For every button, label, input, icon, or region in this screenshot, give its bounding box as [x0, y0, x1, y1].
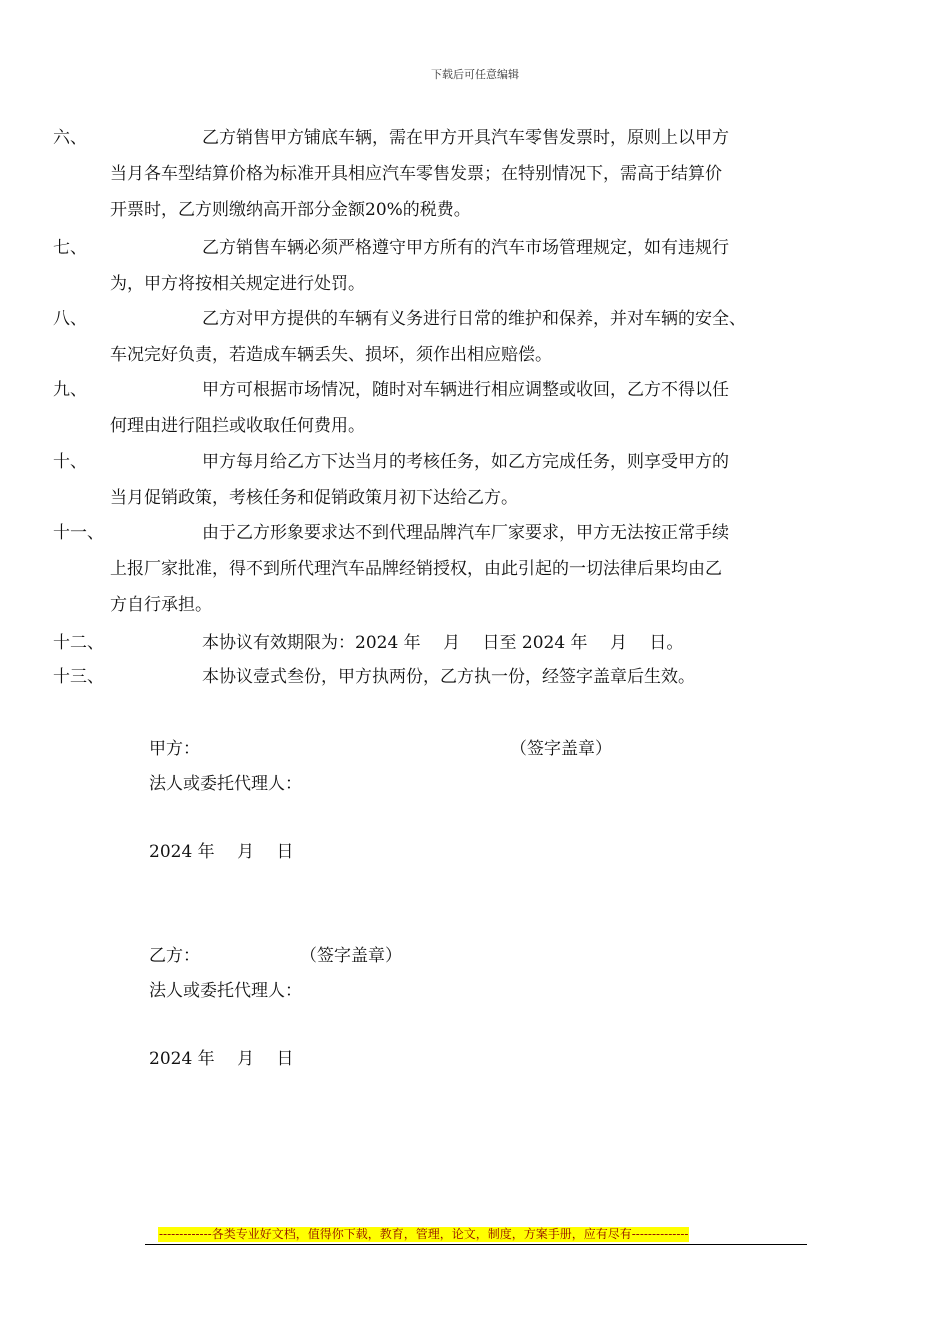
clause-number: 十一、 — [53, 523, 104, 543]
clause-number: 八、 — [53, 309, 87, 329]
footer-rule — [145, 1244, 807, 1245]
clause-line: 乙方销售车辆必须严格遵守甲方所有的汽车市场管理规定，如有违规行 — [202, 238, 729, 258]
party-a-representative: 法人或委托代理人： — [149, 774, 302, 794]
clause-number: 九、 — [53, 380, 87, 400]
clause-line: 甲方每月给乙方下达当月的考核任务，如乙方完成任务，则享受甲方的 — [202, 452, 729, 472]
party-a-label: 甲方： — [149, 739, 200, 759]
clause-line: 甲方可根据市场情况，随时对车辆进行相应调整或收回，乙方不得以任 — [202, 380, 729, 400]
party-b-stamp: （签字盖章） — [300, 946, 402, 966]
clause-line: 当月各车型结算价格为标准开具相应汽车零售发票；在特别情况下，需高于结算价 — [110, 164, 722, 184]
clause-line: 本协议有效期限为：2024 年 月 日至 2024 年 月 日。 — [202, 633, 684, 653]
party-b-label: 乙方： — [149, 946, 200, 966]
party-b-representative: 法人或委托代理人： — [149, 981, 302, 1001]
footer-banner: -------------各类专业好文档，值得你下载，教育，管理，论文，制度，方案手册，应有尽有-------------- — [159, 1227, 689, 1241]
clause-line: 乙方销售甲方铺底车辆，需在甲方开具汽车零售发票时，原则上以甲方 — [202, 128, 729, 148]
page-header: 下载后可任意编辑 — [431, 68, 519, 81]
clause-line: 车况完好负责，若造成车辆丢失、损坏，须作出相应赔偿。 — [110, 345, 552, 365]
clause-number: 十二、 — [53, 633, 104, 653]
clause-number: 七、 — [53, 238, 87, 258]
clause-number: 十、 — [53, 452, 87, 472]
clause-line: 当月促销政策，考核任务和促销政策月初下达给乙方。 — [110, 488, 518, 508]
clause-line: 由于乙方形象要求达不到代理品牌汽车厂家要求，甲方无法按正常手续 — [202, 523, 729, 543]
clause-line: 方自行承担。 — [110, 595, 212, 615]
clause-line: 何理由进行阻拦或收取任何费用。 — [110, 416, 365, 436]
clause-number: 十三、 — [53, 667, 104, 687]
clause-line: 开票时，乙方则缴纳高开部分金额20%的税费。 — [110, 200, 471, 220]
clause-number: 六、 — [53, 128, 87, 148]
clause-line: 乙方对甲方提供的车辆有义务进行日常的维护和保养，并对车辆的安全、 — [202, 309, 746, 329]
clause-line: 为，甲方将按相关规定进行处罚。 — [110, 274, 365, 294]
clause-line: 本协议壹式叁份，甲方执两份，乙方执一份，经签字盖章后生效。 — [202, 667, 695, 687]
party-b-date: 2024 年 月 日 — [149, 1049, 294, 1069]
party-a-stamp: （签字盖章） — [510, 739, 612, 759]
party-a-date: 2024 年 月 日 — [149, 842, 294, 862]
clause-line: 上报厂家批准，得不到所代理汽车品牌经销授权，由此引起的一切法律后果均由乙 — [110, 559, 722, 579]
